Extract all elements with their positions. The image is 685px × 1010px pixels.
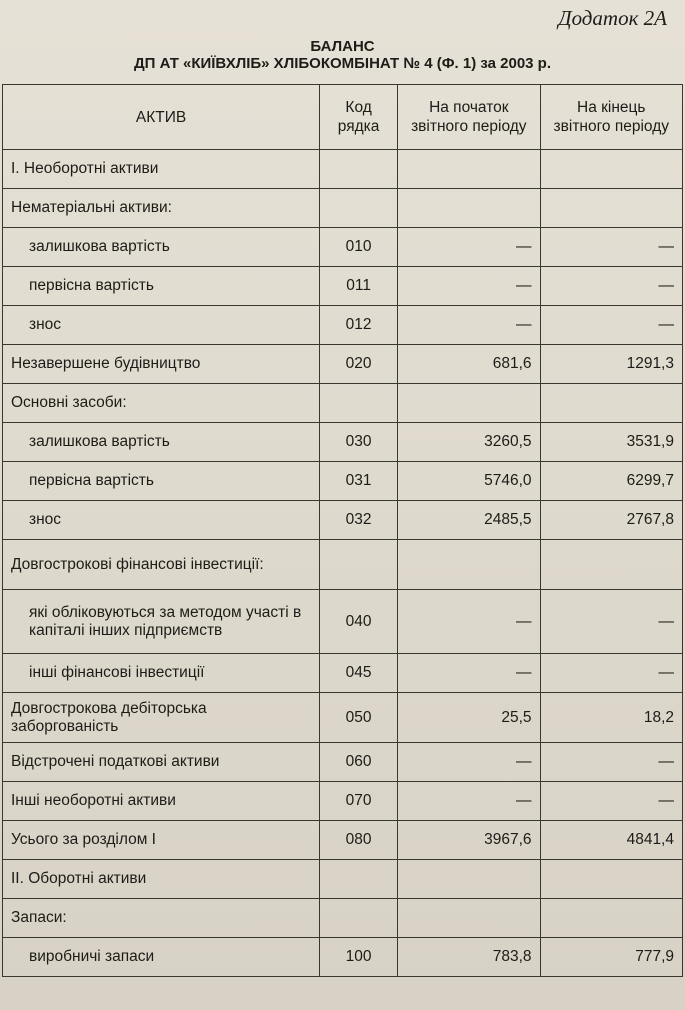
row-value-end <box>540 189 682 228</box>
table-row <box>3 693 683 743</box>
row-value-start: 25,5 <box>398 693 540 743</box>
row-name: Довгострокова дебіторська заборгованість <box>3 693 320 743</box>
table-row <box>3 654 683 693</box>
table-row <box>3 150 683 189</box>
row-value-end: — <box>540 590 682 654</box>
row-code: 080 <box>320 821 398 860</box>
row-name: Запаси: <box>3 899 320 938</box>
row-value-start <box>398 384 540 423</box>
table-row <box>3 345 683 384</box>
row-name: II. Оборотні активи <box>3 860 320 899</box>
row-value-start: — <box>398 590 540 654</box>
row-name: первісна вартість <box>3 462 320 501</box>
row-value-start: 681,6 <box>398 345 540 384</box>
balance-table <box>2 84 683 977</box>
row-code <box>320 150 398 189</box>
row-name: знос <box>3 306 320 345</box>
row-name: залишкова вартість <box>3 423 320 462</box>
row-value-end: — <box>540 743 682 782</box>
row-value-end: 3531,9 <box>540 423 682 462</box>
row-code <box>320 899 398 938</box>
row-code <box>320 860 398 899</box>
table-row <box>3 501 683 540</box>
row-value-start: 5746,0 <box>398 462 540 501</box>
header-end: На кінець звітного періоду <box>540 85 682 150</box>
row-value-end: — <box>540 654 682 693</box>
row-code: 031 <box>320 462 398 501</box>
table-row <box>3 938 683 977</box>
row-value-start <box>398 540 540 590</box>
row-code: 012 <box>320 306 398 345</box>
row-value-start: 3967,6 <box>398 821 540 860</box>
row-value-end <box>540 384 682 423</box>
row-name: Незавершене будівництво <box>3 345 320 384</box>
row-value-end <box>540 540 682 590</box>
row-value-end: — <box>540 306 682 345</box>
row-value-end: 6299,7 <box>540 462 682 501</box>
row-value-end: 18,2 <box>540 693 682 743</box>
document-subtitle: ДП АТ «КИЇВХЛІБ» ХЛІБОКОМБІНАТ № 4 (Ф. 1) за 2003 р. <box>133 55 552 72</box>
row-value-end <box>540 899 682 938</box>
row-value-end: — <box>540 228 682 267</box>
row-code: 060 <box>320 743 398 782</box>
header-start: На початок звітного періоду <box>398 85 540 150</box>
row-code: 020 <box>320 345 398 384</box>
row-code <box>320 189 398 228</box>
row-name: Усього за розділом I <box>3 821 320 860</box>
row-code: 050 <box>320 693 398 743</box>
row-name: Нематеріальні активи: <box>3 189 320 228</box>
row-value-end: 4841,4 <box>540 821 682 860</box>
row-value-end: — <box>540 267 682 306</box>
row-value-start <box>398 189 540 228</box>
row-code: 010 <box>320 228 398 267</box>
table-row <box>3 306 683 345</box>
table-row <box>3 423 683 462</box>
table-row <box>3 228 683 267</box>
row-name: Інші необоротні активи <box>3 782 320 821</box>
row-code: 070 <box>320 782 398 821</box>
row-value-start <box>398 150 540 189</box>
row-name: I. Необоротні активи <box>3 150 320 189</box>
table-row <box>3 462 683 501</box>
table-row <box>3 899 683 938</box>
row-value-start: — <box>398 306 540 345</box>
row-name: Основні засоби: <box>3 384 320 423</box>
table-row <box>3 860 683 899</box>
row-name: первісна вартість <box>3 267 320 306</box>
row-name: інші фінансові інвестиції <box>3 654 320 693</box>
table-header-row <box>3 85 683 150</box>
table-row <box>3 821 683 860</box>
row-value-end: 2767,8 <box>540 501 682 540</box>
row-code: 030 <box>320 423 398 462</box>
table-row <box>3 782 683 821</box>
row-value-start: — <box>398 228 540 267</box>
row-value-start: — <box>398 743 540 782</box>
row-value-start: — <box>398 267 540 306</box>
table-row <box>3 189 683 228</box>
document-title: БАЛАНС <box>310 38 375 55</box>
row-code: 011 <box>320 267 398 306</box>
appendix-label: Додаток 2А <box>558 6 667 30</box>
row-name: Відстрочені податкові активи <box>3 743 320 782</box>
row-name: виробничі запаси <box>3 938 320 977</box>
row-name: Довгострокові фінансові інвестиції: <box>3 540 320 590</box>
row-code: 100 <box>320 938 398 977</box>
row-code <box>320 540 398 590</box>
row-name: знос <box>3 501 320 540</box>
row-value-start: 3260,5 <box>398 423 540 462</box>
row-value-start: 783,8 <box>398 938 540 977</box>
row-code: 040 <box>320 590 398 654</box>
header-asset: АКТИВ <box>3 85 320 150</box>
row-value-end <box>540 150 682 189</box>
header-code: Код рядка <box>320 85 398 150</box>
row-value-start <box>398 899 540 938</box>
row-value-end: — <box>540 782 682 821</box>
row-value-start: — <box>398 782 540 821</box>
row-code: 032 <box>320 501 398 540</box>
row-value-start <box>398 860 540 899</box>
row-value-start: — <box>398 654 540 693</box>
row-value-end: 1291,3 <box>540 345 682 384</box>
table-row <box>3 540 683 590</box>
row-value-end: 777,9 <box>540 938 682 977</box>
row-value-start: 2485,5 <box>398 501 540 540</box>
table-row <box>3 267 683 306</box>
table-row <box>3 384 683 423</box>
row-code <box>320 384 398 423</box>
table-row <box>3 743 683 782</box>
row-name: залишкова вартість <box>3 228 320 267</box>
balance-rows <box>3 150 683 977</box>
row-code: 045 <box>320 654 398 693</box>
row-value-end <box>540 860 682 899</box>
table-row <box>3 590 683 654</box>
row-name: які обліковуються за методом участі в капіталі інших підприємств <box>3 590 320 654</box>
